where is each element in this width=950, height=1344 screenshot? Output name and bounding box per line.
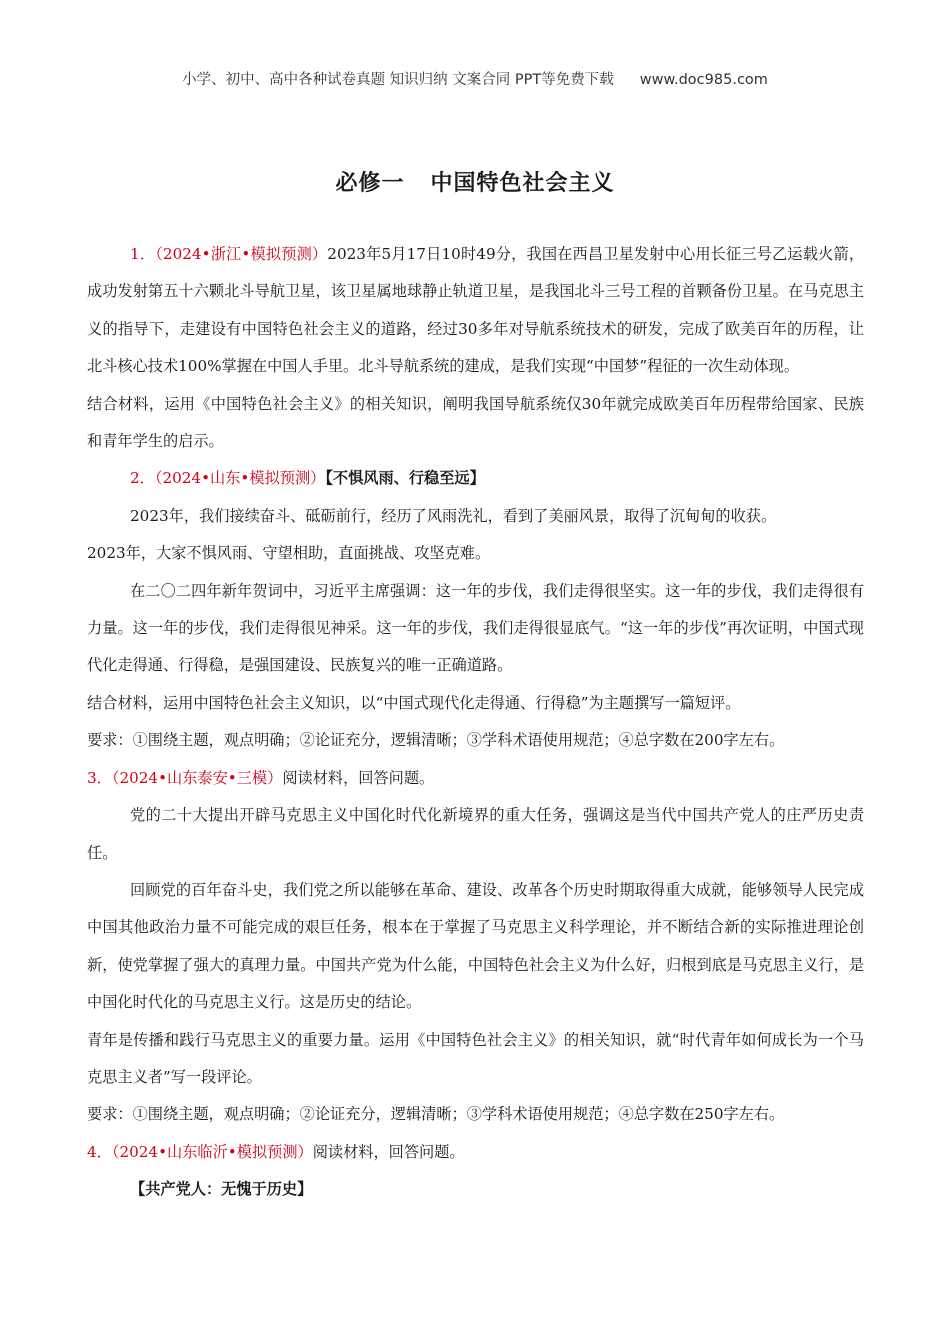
q2-heading [87, 460, 864, 497]
q1-source: （2024•浙江•模拟预测） [155, 245, 328, 263]
page-title [0, 166, 950, 197]
header-url[interactable]: www.doc985.com [639, 72, 768, 88]
title-part2: 中国特色社会主义 [430, 171, 615, 196]
q4-source: （2024•山东临沂•模拟预测） [111, 1142, 313, 1161]
q2-theme: 【不惧风雨、行稳至远】 [325, 469, 485, 488]
q4-theme-text: 【共产党人：无愧于历史】 [130, 1180, 313, 1199]
q3-intro: 阅读材料，回答问题。 [282, 768, 435, 787]
q3-paragraph-2: 回顾党的百年奋斗史，我们党之所以能够在革命、建设、改革各个历史时期取得重大成就，能够领导人民完成中国其他政治力量不可能完成的艰巨任务，根本在于掌握了马克思主义科学理论，并不断结合新的实际推进理论创新，使党掌握了强大的真理力量。中国共产党为什么能，中国特色社会主义为什么好，归根到底是马克思主义行，是中国化时代化的马克思主义行。这是历史的结论。 [87, 880, 864, 1012]
q4-intro: 阅读材料，回答问题。 [312, 1142, 465, 1161]
title-part1: 必修一 [335, 171, 405, 196]
q4-number: 4． [87, 1142, 112, 1161]
q2-requirement: 要求：①围绕主题，观点明确；②论证充分，逻辑清晰；③学科术语使用规范；④总字数在200字左右。 [87, 731, 785, 750]
q4-heading [87, 1134, 864, 1171]
q2-source: （2024•山东•模拟预测） [154, 469, 326, 488]
header-text: 小学、初中、高中各种试卷真题 知识归纳 文案合同 PPT等免费下载 [182, 72, 614, 88]
q3-source: （2024•山东泰安•三模） [111, 768, 283, 787]
q3-number: 3． [87, 768, 112, 787]
q1-material-text: 2023年5月17日10时49分，我国在西昌卫星发射中心用长征三号乙运载火箭，成功发射第五十六颗北斗导航卫星，该卫星属地球静止轨道卫星，是我国北斗三号工程的首颗备份卫星。在马克思主义的指导下，走建设有中国特色社会主义的道路，经过30多年对导航系统技术的研发，完成了欧美百年的历程，让北斗核心技术100%掌握在中国人手里。北斗导航系统的建成，是我们实现“中国梦”程征的一次生动体现。 [87, 245, 865, 376]
q2-number: 2． [130, 469, 155, 488]
q2-question: 结合材料，运用中国特色社会主义知识，以“中国式现代化走得通、行得稳”为主题撰写一篇短评。 [87, 693, 741, 712]
q1-number: 1． [130, 245, 156, 263]
q1-question: 结合材料，运用《中国特色社会主义》的相关知识，阐明我国导航系统仅30年就完成欧美百年历程带给国家、民族和青年学生的启示。 [87, 394, 864, 451]
q3-paragraph-1: 党的二十大提出开辟马克思主义中国化时代化新境界的重大任务，强调这是当代中国共产党人的庄严历史责任。 [87, 806, 864, 862]
q3-question: 青年是传播和践行马克思主义的重要力量。运用《中国特色社会主义》的相关知识，就“时代青年如何成长为一个马克思主义者”写一段评论。 [87, 1030, 864, 1086]
document-body [87, 236, 864, 1209]
q2-paragraph-1: 2023年，我们接续奋斗、砥砺前行，经历了风雨洗礼，看到了美丽风景，取得了沉甸甸的收获。 [130, 506, 777, 525]
page-header [0, 68, 950, 89]
q4-theme [87, 1171, 864, 1208]
q3-heading [87, 760, 864, 797]
q2-paragraph-2: 2023年，大家不惧风雨、守望相助，直面挑战、攻坚克难。 [87, 544, 491, 563]
q2-paragraph-3: 在二〇二四年新年贺词中，习近平主席强调：这一年的步伐，我们走得很坚实。这一年的步伐，我们走得很有力量。这一年的步伐，我们走得很见神采。这一年的步伐，我们走得很显底气。“这一年的步伐”再次证明，中国式现代化走得通、行得稳，是强国建设、民族复兴的唯一正确道路。 [87, 581, 864, 675]
q1-material [87, 236, 864, 386]
q3-requirement: 要求：①围绕主题，观点明确；②论证充分，逻辑清晰；③学科术语使用规范；④总字数在250字左右。 [87, 1105, 785, 1124]
